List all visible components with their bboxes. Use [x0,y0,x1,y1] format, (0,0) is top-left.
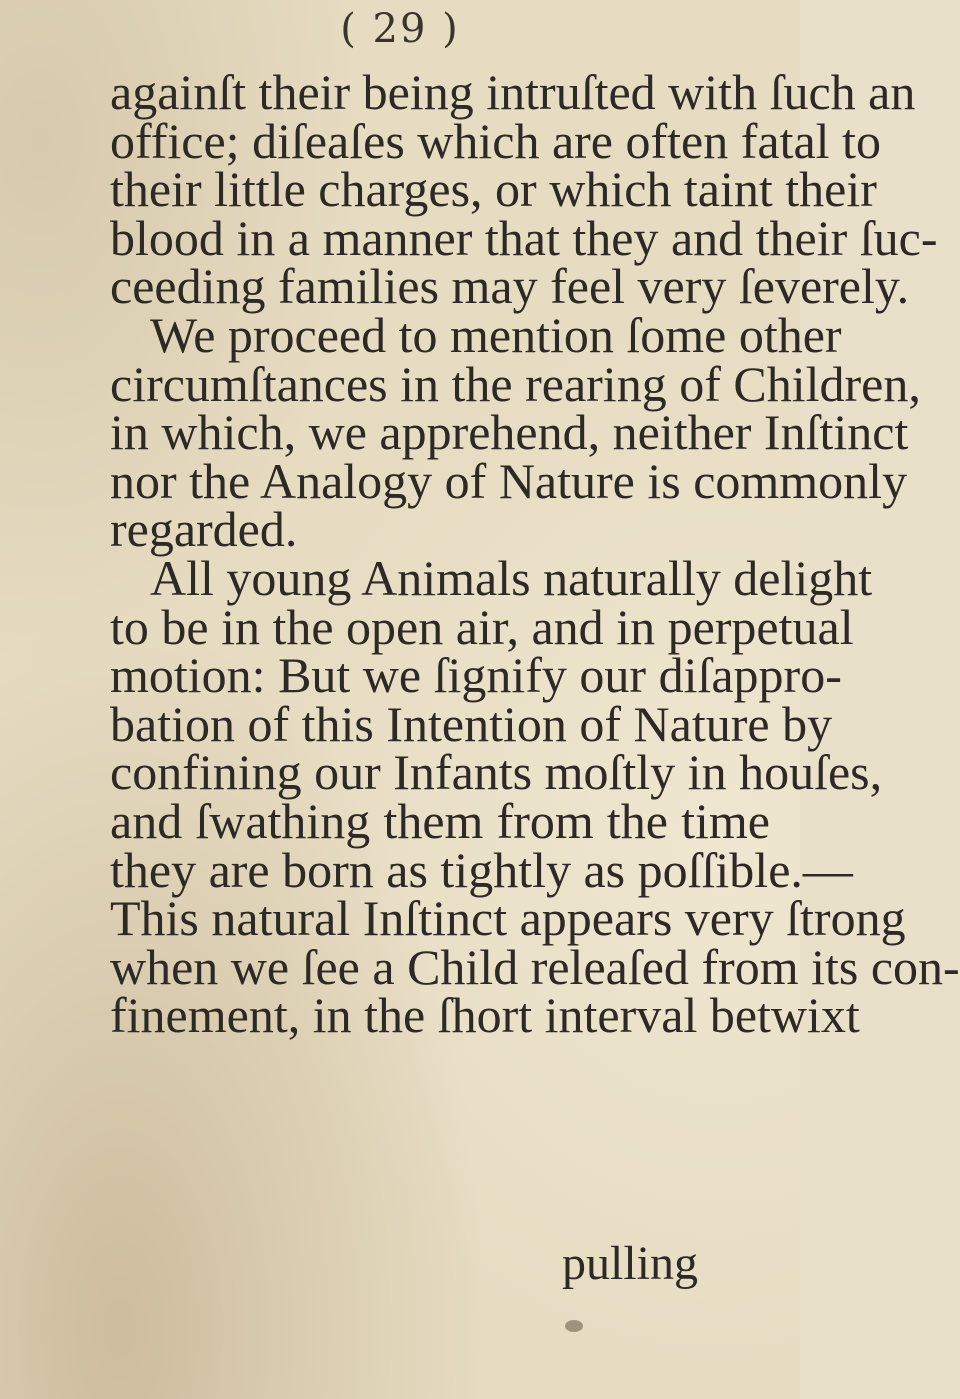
text-line: motion: But we ſignify our diſappro- [110,647,842,704]
text-line: they are born as tightly as poſſible.— [110,841,853,898]
body-text [110,64,960,1044]
text-line: regarded. [110,501,298,558]
text-line: We proceed to mention ſome other [150,306,842,363]
text-line: ceeding families may feel very ſeverely. [110,258,910,315]
ink-spot [565,1320,583,1332]
text-line: bation of this Intention of Nature by [110,695,833,752]
text-line: confining our Infants moſtly in houſes, [110,744,883,801]
text-line: their little charges, or which taint their [110,161,877,218]
catchword: pulling [562,1237,699,1290]
text-line: finement, in the ſhort interval betwixt [110,987,860,1044]
text-line: All young Animals naturally delight [150,549,873,606]
text-line: when we ſee a Child releaſed from its con- [110,938,960,995]
text-line: circumſtances in the rearing of Children, [110,355,921,412]
text-line: and ſwathing them from the time [110,792,770,849]
text-line: againſt their being intruſted with ſuch an [110,64,916,120]
text-line: to be in the open air, and in perpetual [110,598,854,655]
text-line: office; diſeaſes which are often fatal to [110,112,881,169]
text-line: blood in a manner that they and their ſuc- [110,209,938,266]
text-line: in which, we apprehend, neither Inſtinct [110,404,909,461]
text-line: nor the Analogy of Nature is commonly [110,452,908,509]
page-number: ( 29 ) [340,6,460,52]
text-line: This natural Inſtinct appears very ſtrong [110,890,906,947]
